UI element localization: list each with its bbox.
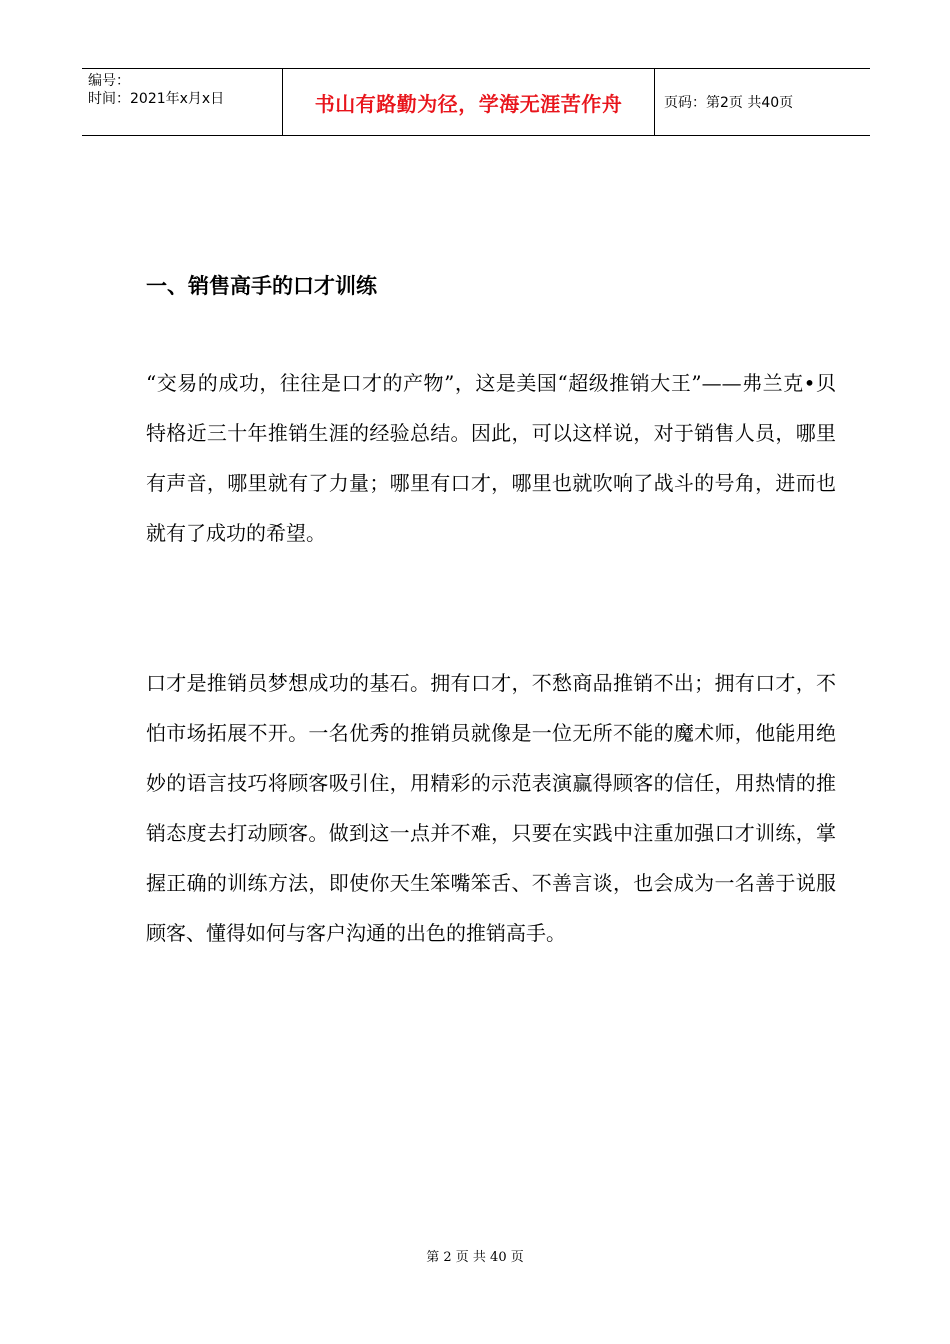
section-title: 一、销售高手的口才训练	[146, 274, 377, 298]
body-paragraph: “交易的成功，往往是口才的产物”，这是美国“超级推销大王”——弗兰克•贝特格近三十年推销生涯的经验总结。因此，可以这样说，对于销售人员，哪里有声音，哪里就有了力量；哪里有口才，哪里也就吹响了战斗的号角，进而也就有了成功的希望。	[146, 371, 836, 545]
document-header	[82, 68, 870, 136]
body-paragraph: 口才是推销员梦想成功的基石。拥有口才，不愁商品推销不出；拥有口才，不怕市场拓展不开。一名优秀的推销员就像是一位无所不能的魔术师，他能用绝妙的语言技巧将顾客吸引住，用精彩的示范表演赢得顾客的信任，用热情的推销态度去打动顾客。做到这一点并不难，只要在实践中注重加强口才训练，掌握正确的训练方法，即使你天生笨嘴笨舌、不善言谈，也会成为一名善于说服顾客、懂得如何与客户沟通的出色的推销高手。	[146, 671, 836, 945]
document-number-label: 编号：	[88, 73, 130, 89]
header-motto: 书山有路勤为径，学海无涯苦作舟	[282, 69, 655, 135]
page-footer: 第 2 页 共 40 页	[426, 1250, 524, 1265]
header-meta-cell	[82, 69, 282, 135]
document-date-label: 时间：2021年x月x日	[88, 91, 225, 107]
header-page-info: 页码：第2页 共40页	[664, 95, 794, 111]
